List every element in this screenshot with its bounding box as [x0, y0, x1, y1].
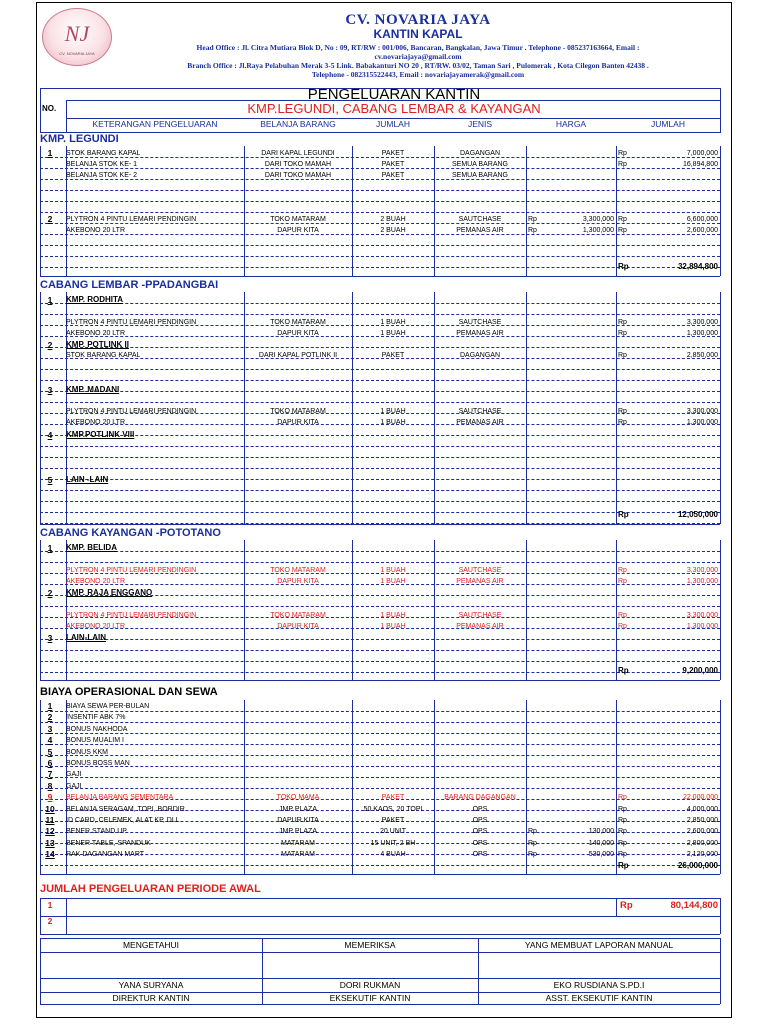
grid-column-line	[352, 540, 353, 680]
row-keterangan: GAJI	[66, 783, 82, 790]
row-keterangan: STOK BARANG KAPAL	[66, 150, 141, 157]
row-jenis: DAGANGAN	[459, 150, 501, 157]
table-row	[0, 748, 768, 757]
grid-column-line	[720, 88, 721, 133]
row-keterangan: BELANJA STOK KE- 1	[66, 161, 138, 168]
table-row	[0, 725, 768, 734]
lembar-total-rp: Rp	[618, 510, 629, 519]
table-row	[0, 226, 768, 235]
row-line	[40, 661, 720, 662]
company-subtitle: KANTIN KAPAL	[373, 27, 463, 41]
row-keterangan: BONUS NAKHODA	[66, 726, 128, 733]
row-keterangan: GAJI	[66, 771, 82, 778]
row-line	[40, 468, 720, 469]
row-line	[40, 256, 720, 257]
row-total: 4,000,000	[686, 806, 718, 813]
row-number: 6	[47, 758, 53, 768]
row-keterangan: AKEBONO 20 LTR	[66, 227, 126, 234]
row-total-rp: Rp	[618, 851, 627, 858]
row-jumlah: PAKET	[381, 150, 405, 157]
row-belanja: TOKO MATARAM	[270, 612, 326, 619]
row-jenis: PEMANAS AIR	[456, 578, 504, 585]
row-jumlah: 20 UNIT	[379, 828, 407, 835]
row-jenis: OPS	[472, 828, 488, 835]
table-row	[0, 611, 768, 620]
row-belanja: DAPUR KITA	[277, 817, 319, 824]
row-total: 2,850,000	[686, 817, 718, 824]
row-jumlah: 1 BUAH	[380, 319, 406, 326]
row-jumlah: 4 BUAH	[380, 851, 406, 858]
row-number: 13	[45, 838, 55, 848]
row-jumlah: 1 BUAH	[380, 330, 406, 337]
row-belanja: DAPUR KITA	[277, 419, 319, 426]
row-keterangan: AKEBONO 20 LTR	[66, 330, 126, 337]
grid-column-line	[720, 898, 721, 934]
row-total: 1,300,000	[686, 330, 718, 337]
row-total: 3,300,000	[686, 612, 718, 619]
row-belanja: TOKO MATARAM	[270, 319, 326, 326]
grid-column-line	[244, 540, 245, 680]
section-title-legundi: KMP. LEGUNDI	[40, 133, 119, 145]
col-header-jenis: JENIS	[467, 119, 493, 129]
row-belanja: TOKO MATARAM	[270, 216, 326, 223]
row-line	[40, 212, 720, 213]
signature-role: MENGETAHUI	[122, 940, 180, 950]
branch-office-address: Branch Office : Jl.Raya Pelabuhan Merak 3-5 Link. Babakanturi NO 20 , RT/RW. 03/02, Taman Sari , Pulomerak , Kota Cilegon Banten 42438 .	[187, 61, 649, 70]
signature-name: YANA SURYANA	[118, 980, 184, 990]
grid-column-line	[66, 100, 67, 133]
row-belanja: DAPUR KITA	[277, 623, 319, 630]
row-total-rp: Rp	[618, 227, 627, 234]
col-header-belanja: BELANJA BARANG	[260, 119, 336, 129]
row-number: 11	[45, 815, 55, 825]
grid-column-line	[616, 540, 617, 680]
table-row	[0, 329, 768, 338]
row-line	[40, 303, 720, 304]
row-total-rp: Rp	[618, 578, 627, 585]
signature-title: EKSEKUTIF KANTIN	[329, 993, 411, 1003]
row-harga-rp: Rp	[528, 227, 537, 234]
signature-column-line	[720, 938, 721, 1004]
company-logo	[42, 8, 112, 66]
col-header-no: NO.	[42, 104, 57, 113]
signature-title: ASST. EKSEKUTIF KANTIN	[545, 993, 653, 1003]
row-jenis: PEMANAS AIR	[456, 623, 504, 630]
sub-number: 1	[47, 295, 53, 305]
sub-number: 3	[47, 633, 53, 643]
row-number: 5	[47, 747, 53, 757]
row-total-rp: Rp	[618, 330, 627, 337]
signature-role: MEMERIKSA	[344, 940, 396, 950]
row-keterangan: BELANJA SERAGAM, TOPI, BORDIR	[66, 806, 185, 813]
row-keterangan: PLYTRON 4 PINTU LEMARI PENDINGIN	[66, 319, 197, 326]
row-line	[40, 314, 720, 315]
row-number: 10	[45, 804, 55, 814]
row-line	[40, 639, 720, 640]
row-total: 2,800,000	[686, 840, 718, 847]
row-line	[40, 606, 720, 607]
row-line	[40, 551, 720, 552]
row-number: 12	[45, 826, 55, 836]
row-number: 1	[47, 701, 53, 711]
row-jumlah: PAKET	[381, 352, 405, 359]
row-jenis: OPS	[472, 851, 488, 858]
row-keterangan: BELANJA STOK KE- 2	[66, 172, 138, 179]
lembar-total: 12,050,000	[677, 510, 718, 519]
row-keterangan: BENER STAND UP	[66, 828, 127, 835]
row-jumlah: 1 BUAH	[380, 567, 406, 574]
row-jenis: PEMANAS AIR	[456, 419, 504, 426]
row-keterangan: PLYTRON 4 PINTU LEMARI PENDINGIN	[66, 567, 197, 574]
report-title: PENGELUARAN KANTIN	[307, 86, 481, 103]
head-office-address: Head Office : Jl. Citra Mutiara Blok D, No : 09, RT/RW : 001/006, Bancaran, Bangkalan, Jawa Timur . Telephone - 085237163664, Email :	[196, 43, 640, 52]
row-harga-rp: Rp	[528, 216, 537, 223]
grid-column-line	[526, 540, 527, 680]
row-jenis: SEMUA BARANG	[451, 172, 508, 179]
row-belanja: TOKO MAMA	[276, 794, 320, 801]
row-harga: 140,000	[588, 840, 614, 847]
logo-monogram: NJ	[64, 21, 90, 46]
row-number: 3	[47, 724, 53, 734]
table-row	[0, 816, 768, 825]
table-top-border	[40, 88, 720, 89]
row-jenis: SAUTCHASE	[458, 567, 502, 574]
row-total-rp: Rp	[618, 612, 627, 619]
table-row	[0, 577, 768, 586]
header-bottom-border	[40, 132, 720, 133]
row-belanja: JMP PLAZA	[279, 806, 317, 813]
section-bottom-border	[40, 874, 720, 875]
row-total: 1,300,000	[686, 623, 718, 630]
col-header-jumlah-total: JUMLAH	[650, 119, 685, 129]
section-title-lembar: CABANG LEMBAR -PPADANGBAI	[40, 279, 219, 291]
operasional-total-rp: Rp	[618, 861, 629, 870]
row-total-rp: Rp	[618, 567, 627, 574]
section-bottom-border	[40, 680, 720, 681]
row-total: 3,300,000	[686, 408, 718, 415]
table-row	[0, 782, 768, 791]
row-line	[40, 457, 720, 458]
row-line	[40, 501, 720, 502]
row-belanja: JMP PLAZA	[279, 828, 317, 835]
row-belanja: MATARAM	[281, 851, 315, 858]
sub-number: 4	[47, 430, 53, 440]
row-total-rp: Rp	[618, 216, 627, 223]
col-header-keterangan: KETERANGAN PENGELUARAN	[92, 119, 218, 129]
row-belanja: DARI KAPAL LEGUNDI	[261, 150, 335, 157]
row-total: 2,600,000	[686, 227, 718, 234]
row-jumlah: PAKET	[381, 172, 405, 179]
row-jenis: PEMANAS AIR	[456, 227, 504, 234]
row-total: 16,894,800	[682, 161, 718, 168]
row-belanja: TOKO MATARAM	[270, 408, 326, 415]
sub-title-kapal: KMP. MADANI	[66, 385, 120, 394]
row-line	[40, 347, 720, 348]
table-row	[0, 770, 768, 779]
row-jenis: OPS	[472, 806, 488, 813]
col-header-jumlah: JUMLAH	[375, 119, 410, 129]
sub-title-kapal: LAIN -LAIN	[66, 475, 109, 484]
row-total: 7,000,000	[686, 150, 718, 157]
row-belanja: DARI KAPAL POTLINK II	[258, 352, 338, 359]
table-row	[0, 160, 768, 169]
row-harga: 530,000	[588, 851, 614, 858]
row-total: 3,300,000	[686, 319, 718, 326]
grid-column-line	[66, 540, 67, 680]
row-belanja: DARI TOKO MAMAH	[264, 161, 332, 168]
grid-column-line	[616, 898, 617, 916]
row-total: 2,120,000	[686, 851, 718, 858]
grid-column-line	[720, 540, 721, 680]
row-jumlah: 1 BUAH	[380, 623, 406, 630]
table-row	[0, 827, 768, 836]
row-line	[40, 562, 720, 563]
table-row	[0, 622, 768, 631]
grid-column-line	[40, 88, 41, 133]
section-bottom-border	[40, 276, 720, 277]
row-total: 2,600,000	[686, 828, 718, 835]
row-jumlah: 2 BUAH	[380, 216, 406, 223]
signature-top-border	[40, 938, 720, 939]
row-keterangan: BELANJA BARANG SEMENTARA	[66, 794, 174, 801]
row-line	[40, 479, 720, 480]
section-title-jumlah-awal: JUMLAH PENGELUARAN PERIODE AWAL	[40, 883, 261, 895]
table-row	[0, 318, 768, 327]
header-divider	[66, 118, 720, 119]
row-jenis: DAGANGAN	[459, 352, 501, 359]
table-row	[0, 713, 768, 722]
signature-bottom-border	[40, 1004, 720, 1005]
row-keterangan: PLYTRON 4 PINTU LEMARI PENDINGIN	[66, 612, 197, 619]
kayangan-total: 9,200,000	[682, 666, 718, 675]
grid-column-line	[434, 540, 435, 680]
sub-title-kapal: KMP. BELIDA	[66, 543, 117, 552]
row-line	[40, 245, 720, 246]
row-jenis: BARANG DAGANGAN	[444, 794, 516, 801]
table-row	[0, 171, 768, 180]
sub-title-kapal: KMP. RODHITA	[66, 295, 124, 304]
row-total-rp: Rp	[618, 150, 627, 157]
sub-number: 2	[47, 340, 53, 350]
sub-number: 2	[47, 588, 53, 598]
row-total-rp: Rp	[618, 419, 627, 426]
row-belanja: MATARAM	[281, 840, 315, 847]
row-line	[40, 380, 720, 381]
sub-title-kapal: LAIN-LAIN	[66, 633, 106, 642]
header-divider	[66, 100, 720, 101]
row-jenis: PEMANAS AIR	[456, 330, 504, 337]
row-keterangan: PLYTRON 4 PINTU LEMARI PENDINGIN	[66, 408, 197, 415]
col-header-harga: HARGA	[555, 119, 587, 129]
row-keterangan: AKEBONO 20 LTR	[66, 578, 126, 585]
row-belanja: DAPUR KITA	[277, 578, 319, 585]
row-jenis: OPS	[472, 817, 488, 824]
row-line	[40, 369, 720, 370]
awal-total-value: 80,144,800	[670, 900, 718, 911]
row-keterangan: ID CARD, CELEMEK, ALAT KP, DLL	[66, 817, 180, 824]
row-number: 4	[47, 735, 53, 745]
row-harga: 3,300,000	[582, 216, 614, 223]
logo-text: CV. NOVARIA JAYA	[59, 51, 95, 56]
awal-total-rp: Rp	[620, 900, 633, 911]
row-keterangan: BONUS KKM	[66, 749, 109, 756]
row-number: 2	[47, 214, 53, 224]
row-total-rp: Rp	[618, 817, 627, 824]
table-row	[0, 805, 768, 814]
row-jumlah: 1 BUAH	[380, 408, 406, 415]
row-line	[40, 201, 720, 202]
row-jenis: SAUTCHASE	[458, 216, 502, 223]
signature-title: DIREKTUR KANTIN	[112, 993, 190, 1003]
row-jenis: SAUTCHASE	[458, 408, 502, 415]
row-keterangan: BONUS BOSS MAN	[66, 760, 130, 767]
row-number: 14	[45, 849, 55, 859]
table-row	[0, 215, 768, 224]
sub-number: 3	[47, 385, 53, 395]
row-belanja: DAPUR KITA	[277, 227, 319, 234]
signature-header-line	[40, 952, 720, 953]
row-belanja: DAPUR KITA	[277, 330, 319, 337]
sub-number: 1	[47, 543, 53, 553]
table-row	[0, 793, 768, 802]
section-title-operasional: BIAYA OPERASIONAL DAN SEWA	[40, 686, 218, 698]
row-total-rp: Rp	[618, 352, 627, 359]
row-line	[40, 650, 720, 651]
row-jenis: SAUTCHASE	[458, 319, 502, 326]
row-jumlah: 50 KAOS, 20 TOPI	[363, 806, 423, 813]
row-total-rp: Rp	[618, 828, 627, 835]
table-row	[0, 407, 768, 416]
row-jumlah: PAKET	[381, 794, 405, 801]
company-name: CV. NOVARIA JAYA	[345, 12, 491, 28]
table-row	[0, 149, 768, 158]
row-jumlah: 2 BUAH	[380, 227, 406, 234]
row-total-rp: Rp	[618, 806, 627, 813]
row-line	[40, 490, 720, 491]
row-keterangan: BENER TABLE, SPANDUK	[66, 840, 151, 847]
row-line	[40, 711, 720, 712]
table-row	[0, 736, 768, 745]
legundi-total-rp: Rp	[618, 262, 629, 271]
row-total: 22,000,000	[682, 794, 718, 801]
row-total-rp: Rp	[618, 794, 627, 801]
operasional-total: 26,000,000	[677, 861, 718, 870]
row-harga-rp: Rp	[528, 840, 537, 847]
row-jumlah: PAKET	[381, 161, 405, 168]
row-total: 1,300,000	[686, 419, 718, 426]
row-keterangan: STOK BARANG KAPAL	[66, 352, 141, 359]
row-jumlah: 1 BUAH	[380, 612, 406, 619]
row-keterangan: RAK DAGANGAN MART	[66, 851, 145, 858]
row-keterangan: BIAYA SEWA PER-BULAN	[66, 703, 150, 710]
sub-number: 5	[47, 475, 53, 485]
row-harga-rp: Rp	[528, 851, 537, 858]
row-line	[40, 722, 720, 723]
section-title-kayangan: CABANG KAYANGAN -POTOTANO	[40, 527, 221, 539]
row-line	[40, 435, 720, 436]
legundi-total: 32,894,800	[677, 262, 718, 271]
signature-name: EKO RUSDIANA S.PD.I	[553, 980, 645, 990]
sub-title-kapal: KMP.POTLINK VIII	[66, 430, 135, 439]
row-keterangan: AKEBONO 20 LTR	[66, 623, 126, 630]
kayangan-total-rp: Rp	[618, 666, 629, 675]
table-row	[0, 351, 768, 360]
row-total-rp: Rp	[618, 408, 627, 415]
section-bottom-border	[40, 524, 720, 525]
row-total: 3,300,000	[686, 567, 718, 574]
row-jenis: OPS	[472, 840, 488, 847]
row-jumlah: 1 BUAH	[380, 419, 406, 426]
table-row	[0, 850, 768, 859]
row-keterangan: INSENTIF ABK 7%	[66, 714, 126, 721]
row-harga: 130,000	[588, 828, 614, 835]
row-number: 2	[47, 712, 53, 722]
row-jumlah: PAKET	[381, 817, 405, 824]
row-belanja: TOKO MATARAM	[270, 567, 326, 574]
row-harga-rp: Rp	[528, 828, 537, 835]
row-number: 8	[47, 781, 53, 791]
row-line	[40, 190, 720, 191]
signature-name-line	[40, 978, 720, 979]
awal-row-number: 2	[47, 916, 53, 926]
row-line	[40, 446, 720, 447]
row-belanja: DARI TOKO MAMAH	[264, 172, 332, 179]
row-jumlah: 15 UNIT, 2 BH	[370, 840, 416, 847]
row-jumlah: 1 BUAH	[380, 578, 406, 585]
row-keterangan: AKEBONO 20 LTR	[66, 419, 126, 426]
row-total-rp: Rp	[618, 623, 627, 630]
row-line	[40, 402, 720, 403]
row-keterangan: BONUS MUALIM I	[66, 737, 124, 744]
awal-top-border	[40, 898, 720, 899]
table-row	[0, 839, 768, 848]
row-jenis: SAUTCHASE	[458, 612, 502, 619]
grid-column-line	[40, 540, 41, 680]
row-harga: 1,300,000	[582, 227, 614, 234]
table-row	[0, 566, 768, 575]
awal-row-line	[40, 916, 720, 917]
row-total: 2,850,000	[686, 352, 718, 359]
signature-role: YANG MEMBUAT LAPORAN MANUAL	[524, 940, 674, 950]
head-office-email: cv.novariajaya@gmail.com	[374, 52, 462, 61]
row-total: 6,600,000	[686, 216, 718, 223]
awal-bottom-border	[40, 934, 720, 935]
row-jenis: SEMUA BARANG	[451, 161, 508, 168]
table-row	[0, 702, 768, 711]
row-total-rp: Rp	[618, 840, 627, 847]
row-number: 7	[47, 769, 53, 779]
sub-title-kapal: KMP. POTLINK II	[66, 340, 129, 349]
table-row	[0, 418, 768, 427]
row-number: 1	[47, 148, 53, 158]
row-total-rp: Rp	[618, 319, 627, 326]
table-row	[0, 759, 768, 768]
signature-name: DORI RUKMAN	[339, 980, 401, 990]
report-subtitle: KMP.LEGUNDI, CABANG LEMBAR & KAYANGAN	[247, 101, 541, 116]
row-keterangan: PLYTRON 4 PINTU LEMARI PENDINGIN	[66, 216, 197, 223]
branch-office-phone: Telephone - 082315522443, Email : novariajayamerak@gmail.com	[311, 70, 525, 79]
awal-row-number: 1	[47, 900, 53, 910]
sub-title-kapal: KMP. RAJA ENGGANO	[66, 588, 153, 597]
row-line	[40, 391, 720, 392]
row-number: 9	[47, 792, 53, 802]
row-total: 1,300,000	[686, 578, 718, 585]
row-total-rp: Rp	[618, 161, 627, 168]
